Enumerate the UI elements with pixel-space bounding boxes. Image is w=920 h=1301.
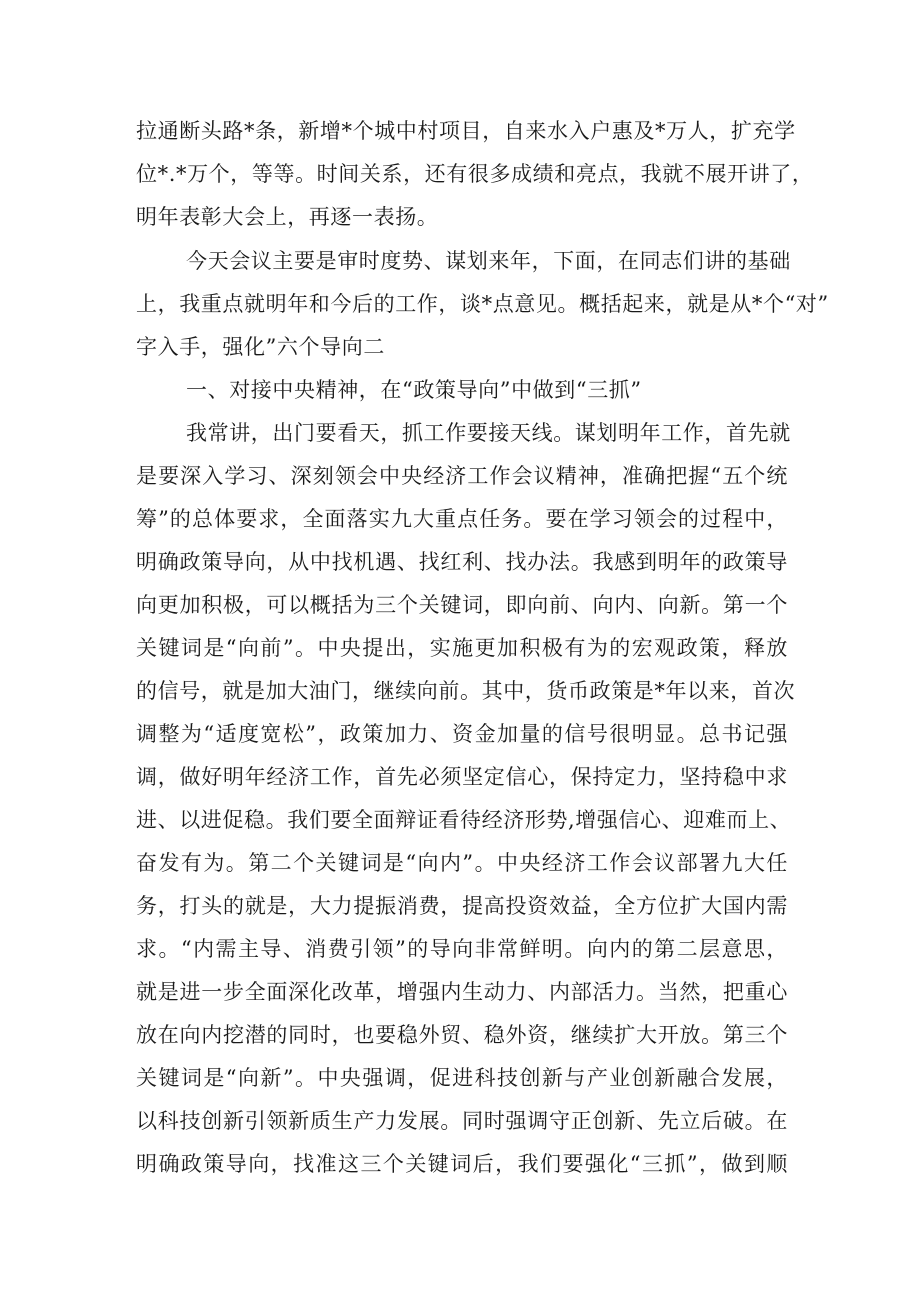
text-line: 字入手，强化”六个导向二 [136,335,385,359]
text-line: 奋发有为。第二个关键词是“向内”。中央经济工作会议部署九大任 [136,851,788,875]
text-line: 调整为“适度宽松”，政策加力、资金加量的信号很明显。总书记强 [136,722,788,746]
paragraph-policy-orientation [136,412,796,1186]
text-line: 以科技创新引领新质生产力发展。同时强调守正创新、先立后破。在 [136,1109,788,1133]
paragraph-achievements [136,110,814,239]
text-line: 求。“内需主导、消费引领”的导向非常鲜明。向内的第二层意思， [136,937,788,961]
text-line: 关键词是“向新”。中央强调，促进科技创新与产业创新融合发展， [136,1066,788,1090]
text-line: 上，我重点就明年和今后的工作，谈*点意见。概括起来，就是从*个“对” [136,292,829,316]
text-line: 明确政策导向，找准这三个关键词后，我们要强化“三抓”，做到顺 [136,1152,788,1176]
text-line: 进、以进促稳。我们要全面辩证看待经济形势,增强信心、迎难而上、 [136,808,792,832]
text-line: 我常讲，出门要看天，抓工作要接天线。谋划明年工作，首先就 [186,421,791,445]
text-line: 今天会议主要是审时度势、谋划来年，下面，在同志们讲的基础 [186,249,791,273]
text-line: 拉通断头路*条，新增*个城中村项目，自来水入户惠及*万人，扩充学 [136,119,796,143]
paragraph-meeting-intro [136,240,829,369]
heading-line: 一、对接中央精神，在“政策导向”中做到“三抓” [186,378,642,402]
text-line: 筹”的总体要求，全面落实九大重点任务。要在学习领会的过程中， [136,507,788,531]
text-line: 明确政策导向，从中找机遇、找红利、找办法。我感到明年的政策导 [136,550,788,574]
text-line: 位*.*万个，等等。时间关系，还有很多成绩和亮点，我就不展开讲了， [136,162,814,186]
text-line: 向更加积极，可以概括为三个关键词，即向前、向内、向新。第一个 [136,593,788,617]
section-heading [136,369,788,412]
text-line: 务，打头的就是，大力提振消费，提高投资效益，全方位扩大国内需 [136,894,788,918]
text-line: 调，做好明年经济工作，首先必须坚定信心，保持定力，坚持稳中求 [136,765,788,789]
text-line: 明年表彰大会上，再逐一表扬。 [136,205,439,229]
text-line: 关键词是“向前”。中央提出，实施更加积极有为的宏观政策，释放 [136,636,788,660]
text-line: 的信号，就是加大油门，继续向前。其中，货币政策是*年以来，首次 [136,679,796,703]
text-line: 是要深入学习、深刻领会中央经济工作会议精神，准确把握“五个统 [136,464,788,488]
text-line: 放在向内挖潜的同时，也要稳外贸、稳外资，继续扩大开放。第三个 [136,1023,788,1047]
text-line: 就是进一步全面深化改革，增强内生动力、内部活力。当然，把重心 [136,980,788,1004]
